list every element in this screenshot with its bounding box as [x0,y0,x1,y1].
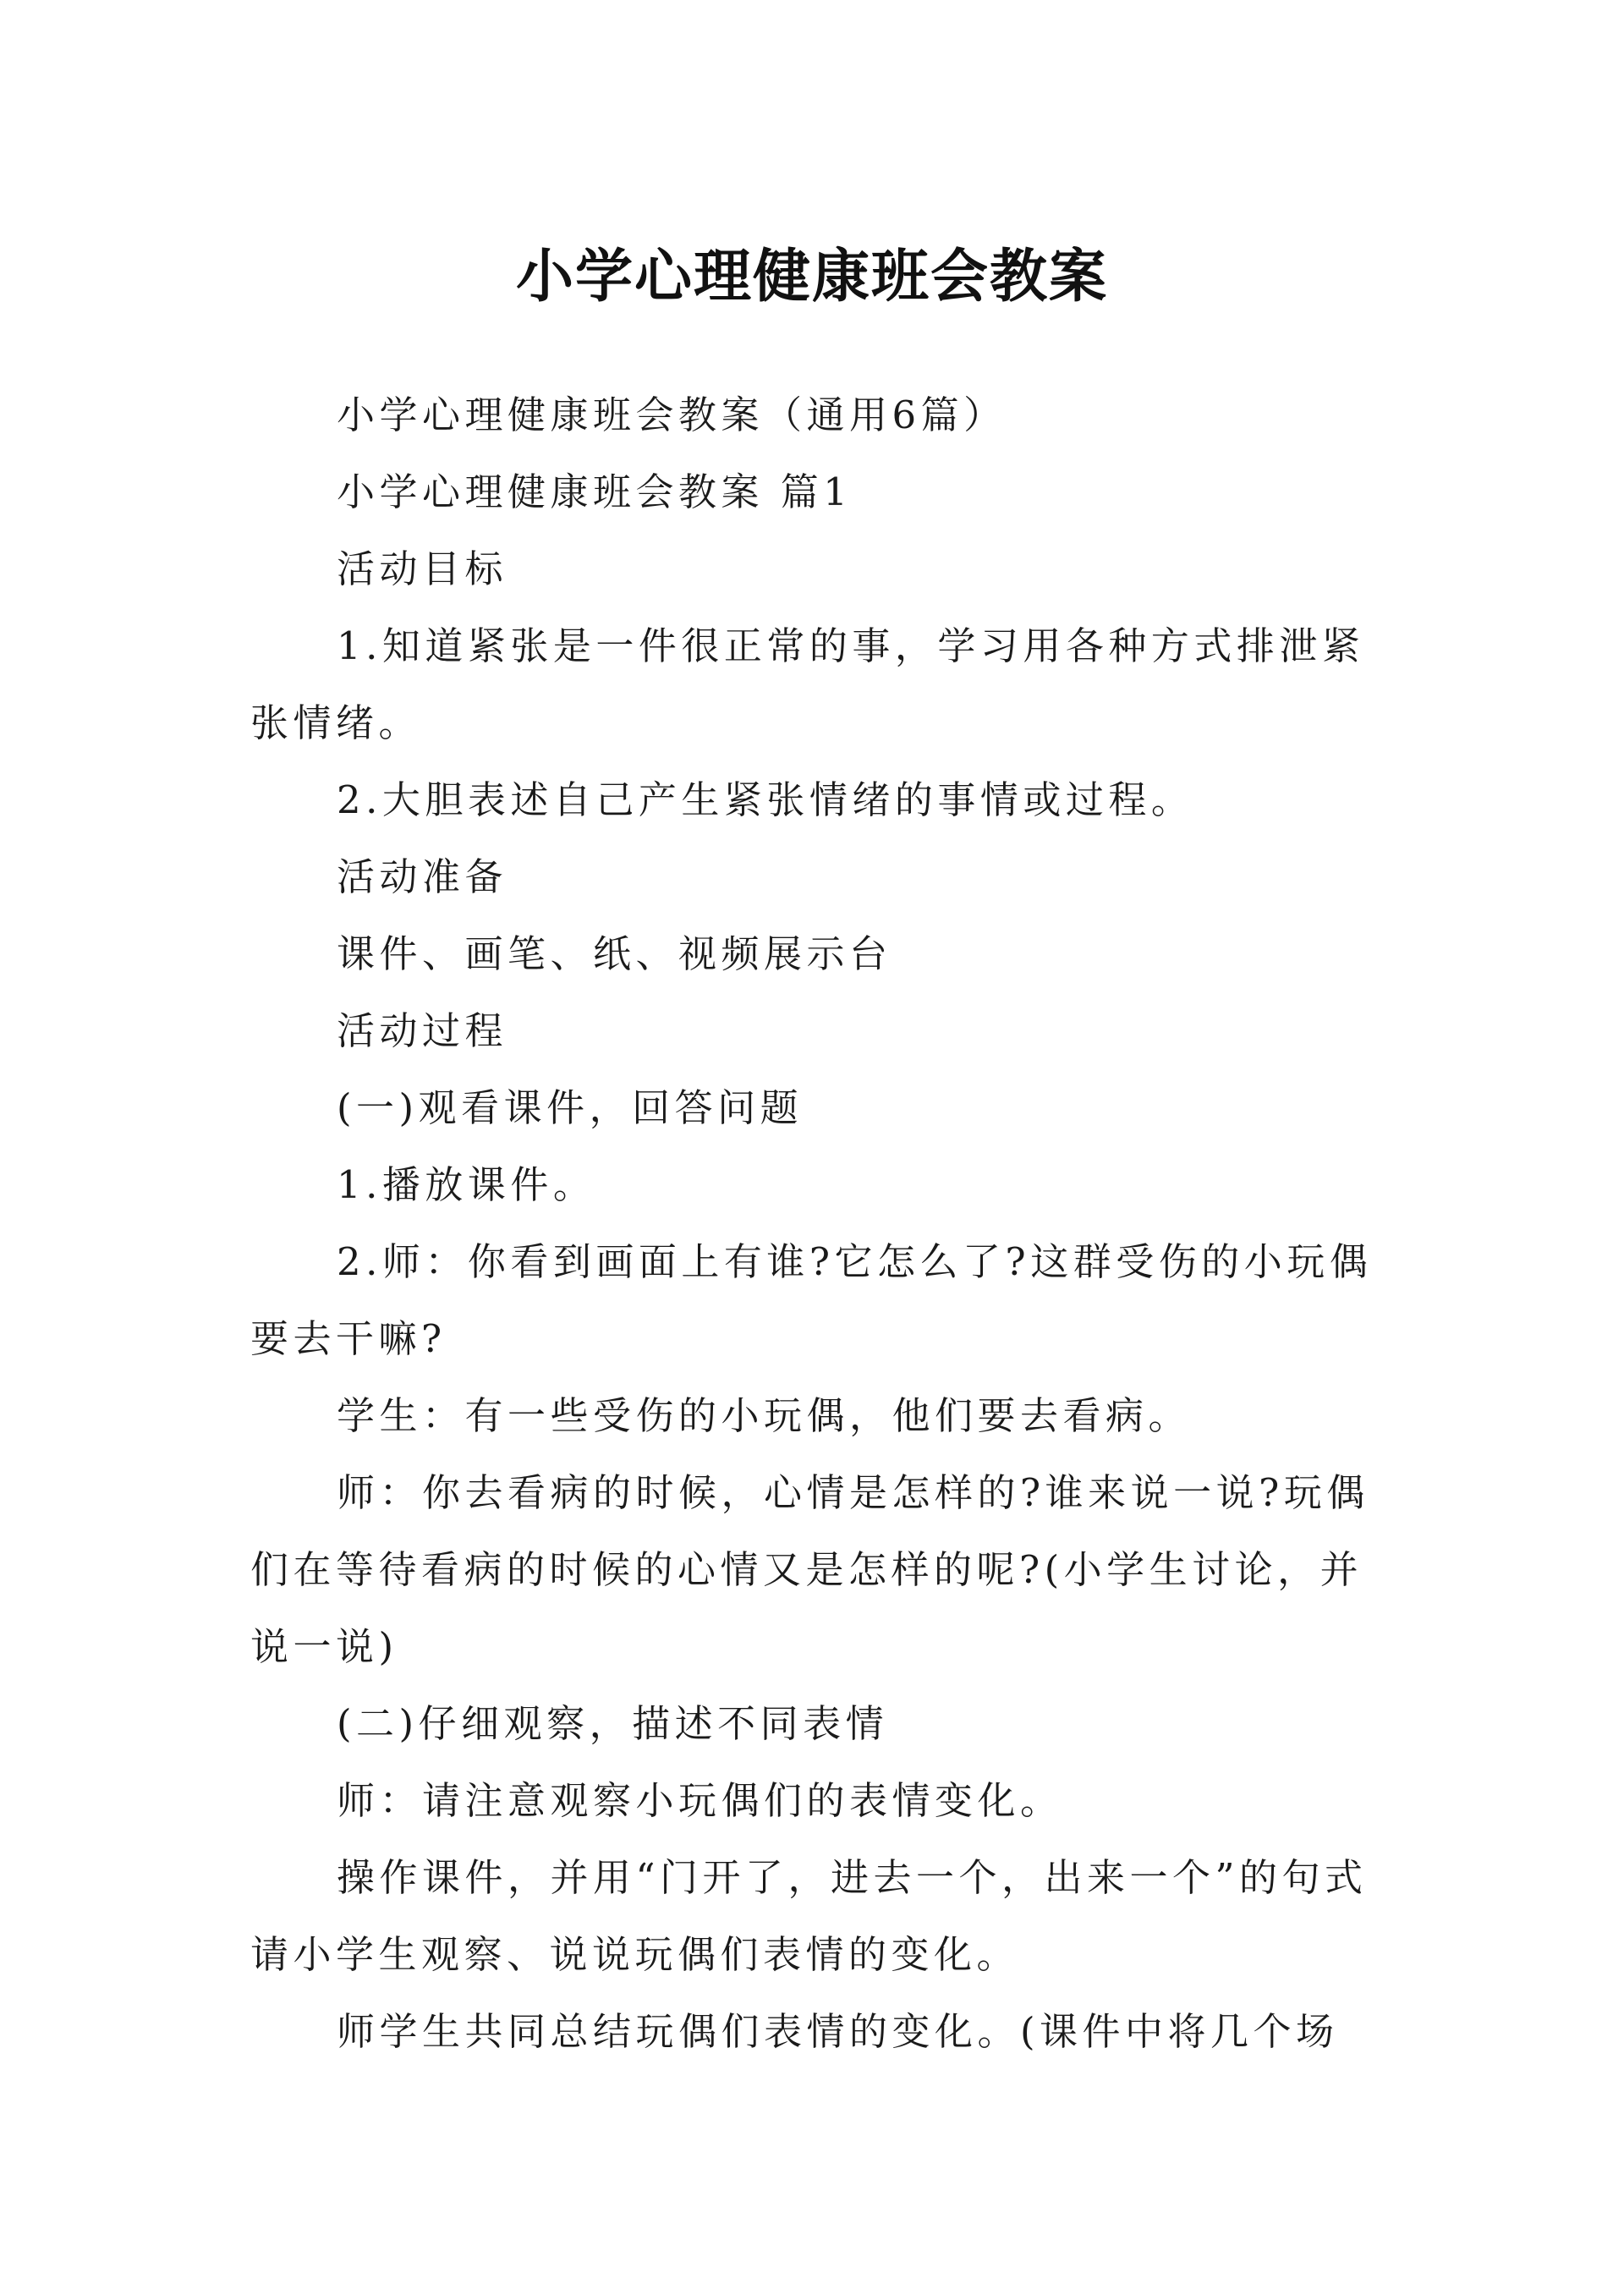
paragraph: 小学心理健康班会教案（通用6篇） [337,393,1007,437]
paragraph: 学生：有一些受伤的小玩偶，他们要去看病。 [337,1393,1192,1438]
paragraph: 操作课件，并用“门开了，进去一个，出来一个”的句式请小学生观察、说说玩偶们表情的变化。 [250,1855,1368,1977]
paragraph: (二)仔细观察，描述不同表情 [337,1701,889,1746]
paragraph: 小学心理健康班会教案 篇1 [337,469,853,514]
paragraph: 活动准备 [337,854,508,899]
paragraph: (一)观看课件，回答问题 [337,1085,804,1130]
paragraph: 活动过程 [337,1008,508,1053]
paragraph: 1.播放课件。 [337,1162,596,1207]
paragraph: 2.大胆表述自己产生紧张情绪的事情或过程。 [337,777,1194,822]
page-title: 小学心理健康班会教案 [515,243,1108,310]
paragraph: 师学生共同总结玩偶们表情的变化。(课件中将几个场 [337,2009,1339,2054]
paragraph: 课件、画笔、纸、视频展示台 [337,931,892,976]
paragraph: 2.师：你看到画面上有谁?它怎么了?这群受伤的小玩偶要去干嘛? [250,1239,1373,1361]
paragraph: 师：你去看病的时候，心情是怎样的?谁来说一说?玩偶们在等待看病的时候的心情又是怎样的呢?(小学生讨论，并说一说) [250,1470,1369,1669]
paragraph: 师：请注意观察小玩偶们的表情变化。 [337,1778,1063,1823]
paragraph: 活动目标 [337,546,508,591]
document-body [250,376,1374,2070]
paragraph: 1.知道紧张是一件很正常的事，学习用各种方式排泄紧张情绪。 [250,623,1365,745]
